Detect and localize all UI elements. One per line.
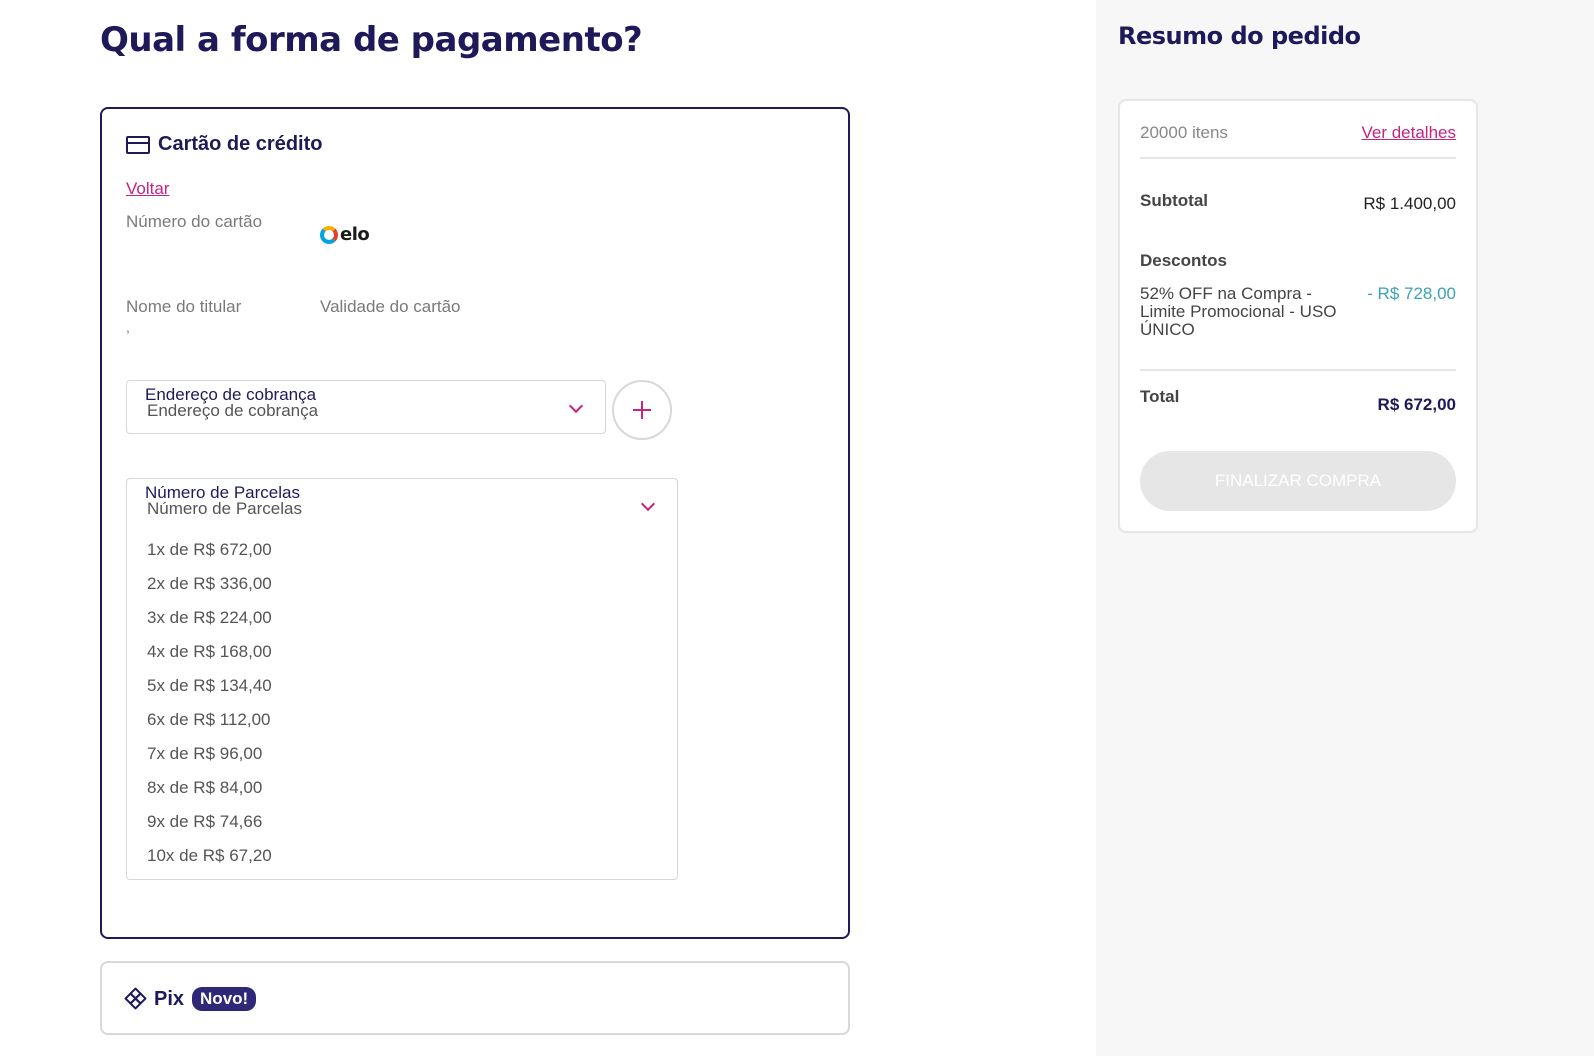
card-brand-text: elo bbox=[340, 224, 370, 245]
installment-option[interactable]: 3x de R$ 224,00 bbox=[147, 608, 272, 627]
chevron-down-icon bbox=[569, 399, 583, 413]
installment-option[interactable]: 10x de R$ 67,20 bbox=[147, 846, 272, 865]
credit-card-title: Cartão de crédito bbox=[158, 133, 323, 155]
pix-title: Pix bbox=[154, 987, 185, 1010]
elo-logo bbox=[320, 224, 369, 245]
installment-option[interactable]: 8x de R$ 84,00 bbox=[147, 778, 263, 797]
billing-address-select[interactable] bbox=[126, 380, 606, 434]
card-number-label[interactable]: Número do cartão bbox=[126, 212, 263, 231]
back-link[interactable]: Voltar bbox=[126, 179, 170, 198]
pix-icon bbox=[126, 989, 146, 1009]
total-label: Total bbox=[1140, 387, 1180, 406]
order-summary-card bbox=[1118, 99, 1478, 533]
installments-select[interactable] bbox=[126, 478, 678, 880]
subtotal-value: R$ 1.400,00 bbox=[1363, 194, 1456, 213]
pix-header[interactable] bbox=[126, 987, 256, 1011]
view-details-link[interactable]: Ver detalhes bbox=[1361, 123, 1456, 142]
discounts-label: Descontos bbox=[1140, 251, 1227, 270]
divider bbox=[1140, 369, 1456, 371]
pix-panel[interactable] bbox=[100, 961, 850, 1035]
divider bbox=[1140, 157, 1456, 159]
total-value: R$ 672,00 bbox=[1377, 395, 1456, 414]
credit-card-header[interactable] bbox=[126, 133, 322, 156]
installment-option[interactable]: 5x de R$ 134,40 bbox=[147, 676, 272, 695]
credit-card-icon bbox=[126, 136, 150, 154]
installments-options-list bbox=[147, 533, 677, 873]
subtotal-label: Subtotal bbox=[1140, 191, 1208, 210]
installments-value: Número de Parcelas bbox=[147, 499, 302, 518]
installment-option[interactable]: 6x de R$ 112,00 bbox=[147, 710, 271, 729]
holder-name-input[interactable]: , bbox=[126, 319, 130, 335]
card-validity-label[interactable]: Validade do cartão bbox=[320, 297, 461, 316]
summary-title: Resumo do pedido bbox=[1118, 22, 1361, 50]
page-title: Qual a forma de pagamento? bbox=[100, 20, 643, 60]
installment-option[interactable]: 2x de R$ 336,00 bbox=[147, 574, 272, 593]
installments-label: Número de Parcelas bbox=[145, 483, 300, 502]
credit-card-panel bbox=[100, 107, 850, 939]
discount-value: - R$ 728,00 bbox=[1367, 284, 1456, 303]
elo-logo-icon bbox=[320, 226, 338, 244]
billing-address-label: Endereço de cobrança bbox=[145, 385, 317, 404]
add-address-button[interactable] bbox=[612, 380, 672, 440]
discount-description: 52% OFF na Compra - Limite Promocional - USO ÚNICO bbox=[1140, 284, 1337, 339]
installment-option[interactable]: 1x de R$ 672,00 bbox=[147, 540, 272, 559]
installment-option[interactable]: 4x de R$ 168,00 bbox=[147, 642, 272, 661]
installment-option[interactable]: 9x de R$ 74,66 bbox=[147, 812, 263, 831]
chevron-down-icon bbox=[641, 497, 655, 511]
items-count: 20000 itens bbox=[1140, 123, 1228, 142]
holder-name-label[interactable]: Nome do titular bbox=[126, 297, 242, 316]
new-badge: Novo! bbox=[192, 987, 256, 1011]
billing-address-value: Endereço de cobrança bbox=[147, 401, 319, 420]
installment-option[interactable]: 7x de R$ 96,00 bbox=[147, 744, 263, 763]
finish-purchase-button[interactable]: FINALIZAR COMPRA bbox=[1140, 451, 1456, 511]
